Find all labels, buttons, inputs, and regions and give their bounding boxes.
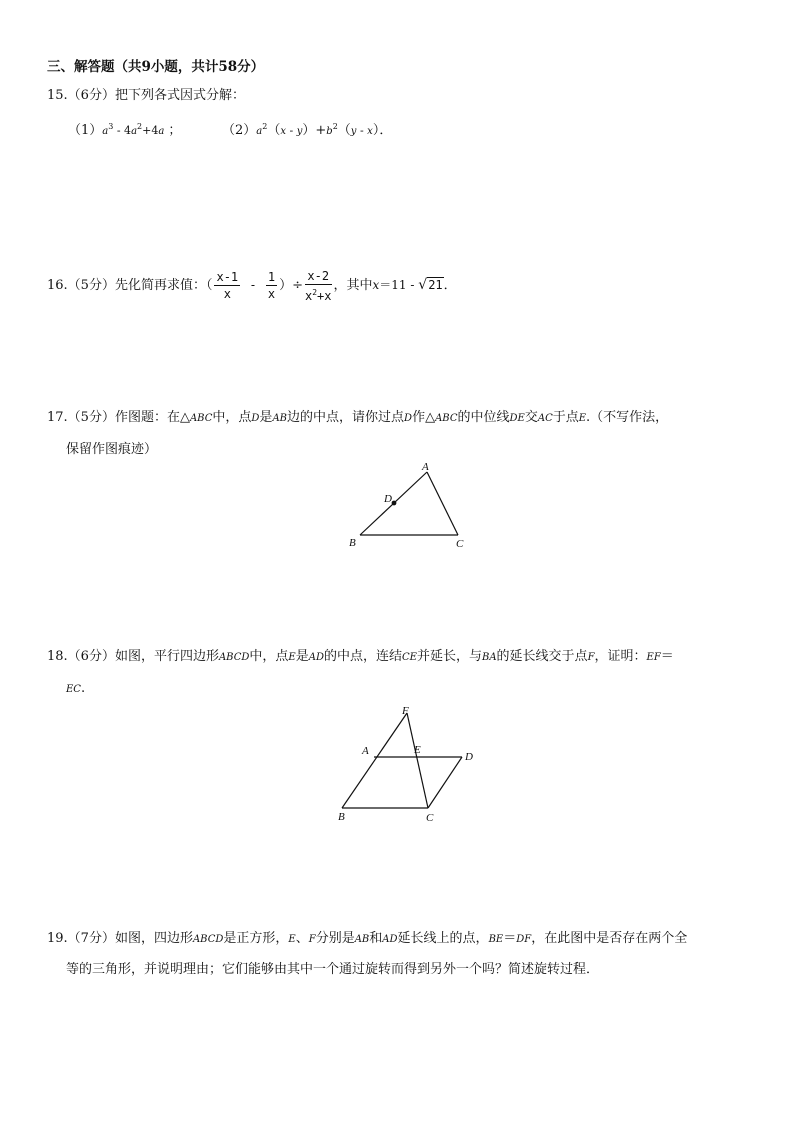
q16-sqrt: √: [418, 277, 428, 293]
q17-t8: 于点: [552, 410, 579, 425]
q15-p2-x2: x: [367, 126, 373, 137]
q16-f3-den-rest: +x: [317, 288, 332, 303]
q15-p1-exp2: 2: [137, 122, 143, 131]
q18-t5: 并延长，与: [416, 649, 482, 664]
q19-e: E: [288, 934, 296, 945]
q19-t5: 和: [369, 931, 383, 946]
q19-t6: 延长线上的点，: [397, 931, 489, 946]
q15-p2-m2: -: [356, 124, 368, 137]
q17-abc1: ABC: [189, 413, 213, 424]
q15-stem: 15.（6分）把下列各式因式分解：: [47, 88, 245, 103]
q19-ab: AB: [354, 934, 370, 945]
q17-t7: 交: [524, 410, 538, 425]
q15-part1: [68, 117, 181, 142]
q17-t9: .（不写作法，: [586, 410, 669, 425]
q16-f3-num: x-2: [305, 268, 332, 285]
q17-t6: 的中位线: [457, 410, 510, 425]
q18-t9: .: [80, 681, 86, 696]
q18-e: E: [288, 652, 296, 663]
q17-label-d: D: [384, 493, 392, 505]
q18-t3: 是: [295, 649, 309, 664]
q16-where: ，其中: [333, 278, 373, 293]
q16-fraction-2: [266, 269, 277, 302]
q15-p2-e1: 2: [262, 122, 268, 131]
q19-t8: ，在此图中是否存在两个全: [531, 931, 688, 946]
q17-d2: D: [404, 413, 413, 424]
q18-label-d: D: [465, 751, 473, 763]
q17-de: DE: [509, 413, 525, 424]
q15-p1-op2: +4: [142, 124, 159, 137]
q17-ac: AC: [537, 413, 553, 424]
q18-ce: CE: [402, 652, 417, 663]
q16-f1-num: x-1: [216, 270, 239, 284]
q17-t4: 边的中点，请你过点: [287, 410, 405, 425]
q17-ab: AB: [272, 413, 288, 424]
q17-e: E: [578, 413, 587, 424]
q15-p2-p1: （: [267, 123, 281, 138]
q15-p1-var2: a: [131, 126, 138, 137]
q19-df: DF: [516, 934, 532, 945]
q16-fraction-3: [305, 268, 332, 304]
q16-var: x: [372, 278, 380, 292]
q15-part2: [222, 117, 392, 142]
q19-be: BE: [488, 934, 504, 945]
q17-label-b: B: [349, 537, 356, 549]
q15-p2-p3: （: [337, 123, 351, 138]
q19-abcd: ABCD: [192, 934, 224, 945]
q17-t2: 中，点: [212, 410, 252, 425]
q17-t5: 作△: [412, 410, 436, 425]
q15-part2-label: （2）: [222, 123, 257, 138]
q17-triangle-figure: [340, 458, 480, 553]
q16-paren-close: ）÷: [279, 278, 303, 293]
q16-f3-den-exp: 2: [312, 287, 318, 297]
q16-f3-den: [305, 285, 332, 304]
q18-ad: AD: [308, 652, 324, 663]
q15-p2-y2: y: [350, 126, 357, 137]
q15-p2-p2: ）+: [302, 123, 327, 138]
q15-p1-var3: a: [158, 126, 165, 137]
q18-f: F: [587, 652, 595, 663]
q16-prefix: 16.（5分）先化简再求值：: [47, 278, 206, 293]
q17-t3: 是: [259, 410, 273, 425]
q16-eq: ＝11 -: [379, 278, 419, 292]
q18-t6: 的延长线交于点: [496, 649, 588, 664]
q15-p2-y1: y: [296, 126, 303, 137]
q18-ef: EF: [646, 652, 661, 663]
q18-line-fb: [342, 713, 407, 808]
q19-t3: 、: [295, 931, 309, 946]
q18-t2: 中，点: [249, 649, 289, 664]
q19-t7: ＝: [503, 931, 517, 946]
q17-point-d: [392, 501, 397, 506]
q19-t1: 19.（7分）如图，四边形: [47, 931, 193, 946]
q16-f3-den-base: x: [304, 288, 313, 303]
q16-f1-den: x: [223, 287, 231, 301]
q17-abc2: ABC: [435, 413, 458, 424]
q15-p2-p4: ）．: [372, 123, 393, 138]
q16-f2-num: 1: [267, 270, 276, 284]
q18-line2: [66, 679, 85, 700]
q19-line1: [47, 929, 687, 950]
q17-side-ac: [427, 472, 458, 535]
q17-d1: D: [251, 413, 260, 424]
q18-label-c: C: [426, 812, 434, 824]
q15-p2-a: a: [256, 126, 263, 137]
q18-side-dc: [428, 757, 462, 808]
q18-t4: 的中点，连结: [323, 649, 402, 664]
q16-sqrt-value: 21: [428, 278, 443, 292]
q18-ba: BA: [481, 652, 497, 663]
q17-line2: 保留作图痕迹）: [66, 442, 158, 457]
q18-t7: ，证明：: [594, 649, 647, 664]
q15-p2-m1: -: [286, 124, 297, 137]
q17-label-a: A: [422, 461, 429, 473]
q19-f: F: [308, 934, 316, 945]
q19-t4: 分别是: [315, 931, 355, 946]
q18-line1: [47, 647, 674, 668]
q15-p1-op: - 4: [113, 124, 132, 137]
q15-p2-b: b: [326, 126, 333, 137]
q16-stem: [47, 265, 457, 306]
q17-label-c: C: [456, 538, 464, 550]
q16-minus: -: [242, 278, 264, 292]
q18-label-b: B: [338, 811, 345, 823]
q18-t8: ＝: [660, 649, 674, 664]
q15-p1-exp: 3: [108, 122, 114, 131]
q15-p1-var: a: [102, 126, 109, 137]
section-title: 三、解答题（共9小题，共计58分）: [47, 59, 265, 75]
q17-t1: 17.（5分）作图题：在△: [47, 410, 190, 425]
q15-part1-label: （1）: [68, 123, 103, 138]
q18-t1: 18.（6分）如图，平行四边形: [47, 649, 219, 664]
q19-line2: 等的三角形，并说明理由；它们能够由其中一个通过旋转而得到另外一个吗？简述旋转过程．: [66, 962, 600, 977]
q18-label-f: F: [402, 705, 409, 717]
q18-label-e: E: [414, 744, 421, 756]
q19-t2: 是正方形，: [223, 931, 289, 946]
q17-line1: [47, 408, 668, 429]
q15-p1-end: ；: [168, 123, 182, 138]
q15-p2-e2: 2: [332, 122, 338, 131]
q18-parallelogram-figure: [330, 700, 490, 830]
q16-f2-den: x: [267, 287, 276, 301]
q19-ad: AD: [382, 934, 398, 945]
q18-label-a: A: [362, 745, 369, 757]
q18-ec: EC: [66, 684, 81, 695]
q16-end: ．: [443, 278, 457, 293]
q15-p2-x1: x: [280, 126, 286, 137]
q16-fraction-1: [214, 269, 240, 302]
q18-abcd: ABCD: [218, 652, 250, 663]
q16-paren-open: （: [205, 278, 213, 293]
q18-line-fc: [407, 713, 428, 808]
